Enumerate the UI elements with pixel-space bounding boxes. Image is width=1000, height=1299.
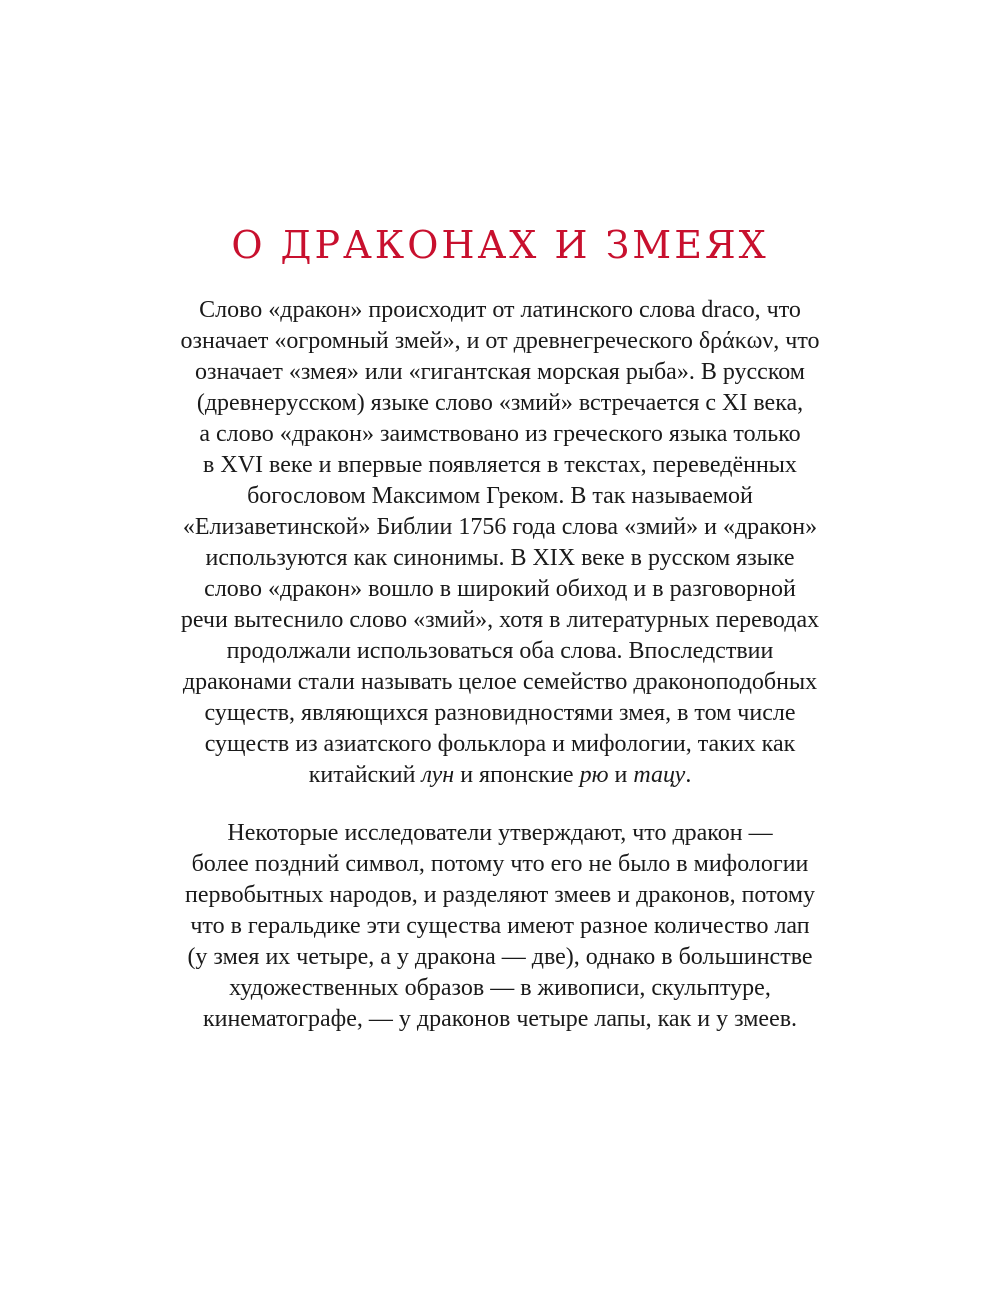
- text-line: драконами стали называть целое семейство драконоподобных: [182, 669, 818, 695]
- paragraph-2: [150, 818, 850, 1035]
- text-line: «Елизаветинской» Библии 1756 года слова «змий» и «дракон»: [182, 514, 818, 540]
- text-line: богословом Максимом Греком. В так называемой: [247, 483, 753, 509]
- text-line: (у змея их четыре, а у дракона — две), однако в большинстве: [187, 944, 813, 970]
- text-segment: и японские: [454, 762, 580, 788]
- text-line: речи вытеснило слово «змий», хотя в литературных переводах: [180, 607, 820, 633]
- text-line: Слово «дракон» происходит от латинского слова draco, что: [199, 297, 801, 323]
- paragraph-1: [150, 295, 850, 791]
- text-line: Некоторые исследователи утверждают, что дракон —: [227, 820, 773, 846]
- text-line: существ, являющихся разновидностями змея, в том числе: [204, 700, 796, 726]
- text-line: а слово «дракон» заимствовано из греческого языка только: [199, 421, 801, 447]
- chapter-title: О ДРАКОНАХ И ЗМЕЯХ: [231, 223, 769, 267]
- text-line: существ из азиатского фольклора и мифологии, таких как: [204, 731, 796, 757]
- text-line: художественных образов — в живописи, скульптуре,: [229, 975, 771, 1001]
- text-line: означает «змея» или «гигантская морская рыба». В русском: [195, 359, 805, 385]
- text-segment: и: [608, 762, 634, 788]
- text-line: первобытных народов, и разделяют змеев и драконов, потому: [184, 882, 816, 908]
- term-tatsu: тацу: [633, 762, 686, 788]
- text-line: в XVI веке и впервые появляется в текстах, переведённых: [203, 452, 797, 478]
- term-ryu: рю: [579, 762, 609, 788]
- text-line: означает «огромный змей», и от древнегреческого δράκων, что: [180, 328, 820, 354]
- text-line-last: [150, 760, 850, 791]
- text-line: (древнерусском) языке слово «змий» встречается с XI века,: [196, 390, 804, 416]
- term-lun: лун: [421, 762, 455, 788]
- text-line: кинематографе, — у драконов четыре лапы, как и у змеев.: [202, 1006, 798, 1032]
- text-line: слово «дракон» вошло в широкий обиход и в разговорной: [204, 576, 796, 602]
- text-segment: .: [685, 762, 692, 788]
- text-line: используются как синонимы. В XIX веке в русском языке: [205, 545, 795, 571]
- text-line: продолжали использоваться оба слова. Впоследствии: [226, 638, 774, 664]
- text-line: что в геральдике эти существа имеют разное количество лап: [190, 913, 810, 939]
- text-segment: китайский: [308, 762, 422, 788]
- text-line: более поздний символ, потому что его не было в мифологии: [191, 851, 809, 877]
